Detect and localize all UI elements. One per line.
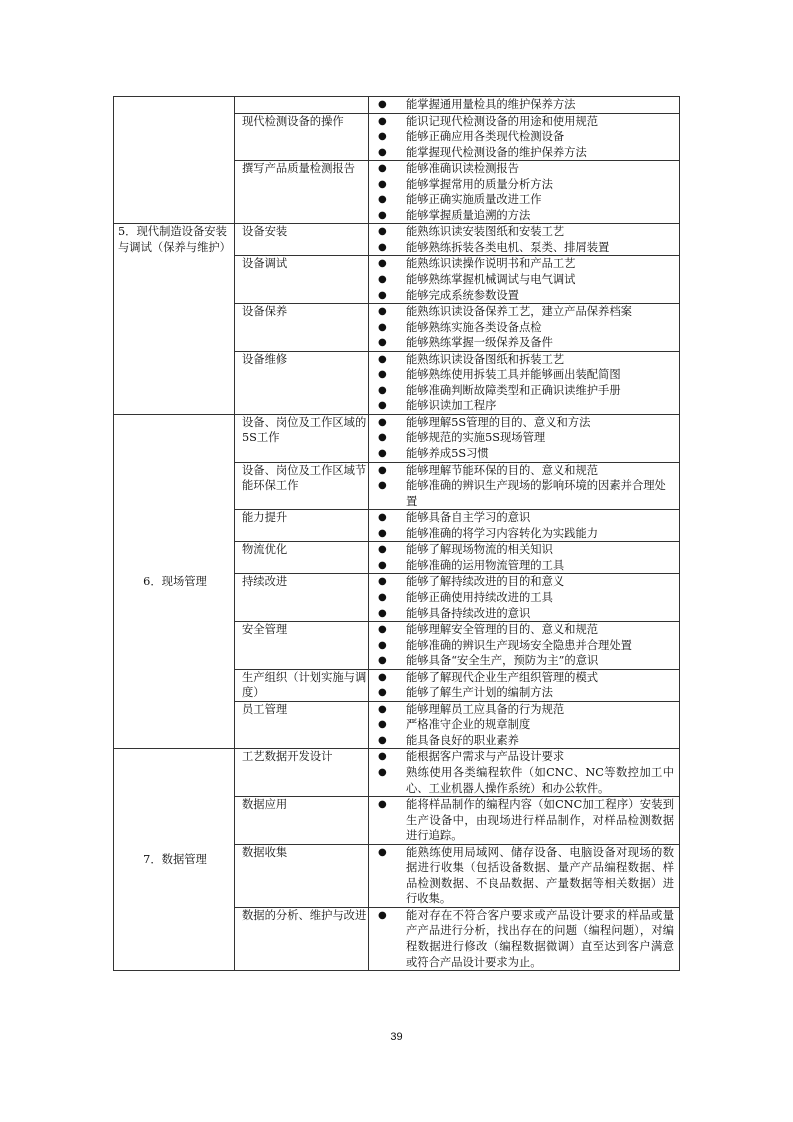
task-cell: 持续改进: [235, 574, 369, 622]
requirements-cell: [369, 701, 680, 749]
requirement-item: ● 能够熟练掌握机械调试与电气调试: [369, 272, 674, 288]
requirement-list: [369, 908, 674, 970]
requirement-item: ● 能够理解安全管理的目的、意义和规范: [369, 622, 674, 638]
competency-table: [113, 96, 680, 971]
requirement-item: ● 能够准确的将学习内容转化为实践能力: [369, 526, 674, 542]
table-row: [114, 749, 680, 797]
task-cell: 撰写产品质量检测报告: [235, 161, 369, 224]
requirement-item: ● 严格准守企业的规章制度: [369, 717, 674, 733]
task-cell: 现代检测设备的操作: [235, 113, 369, 161]
requirement-list: [369, 510, 674, 541]
requirements-cell: [369, 510, 680, 542]
requirement-list: [369, 161, 674, 223]
requirement-list: [369, 415, 674, 462]
requirement-list: [369, 114, 674, 161]
requirement-item: ● 能够熟练拆装各类电机、泵类、排屑装置: [369, 240, 674, 256]
requirement-item: ● 能够准确的运用物流管理的工具: [369, 558, 674, 574]
requirement-item: ● 能够准确的辨识生产现场安全隐患并合理处置: [369, 638, 674, 654]
task-cell: 设备保养: [235, 304, 369, 352]
requirement-item: ● 能掌握通用量检具的维护保养方法: [369, 97, 674, 113]
requirements-cell: [369, 844, 680, 907]
requirement-list: [369, 97, 674, 113]
requirement-item: ● 能够熟练实施各类设备点检: [369, 320, 674, 336]
requirements-cell: [369, 542, 680, 574]
requirement-item: ● 能够掌握常用的质量分析方法: [369, 177, 674, 193]
requirement-item: ● 能将样品制作的编程内容（如CNC加工程序）安装到生产设备中，由现场进行样品制作，对样品检测数据进行追踪。: [369, 797, 674, 844]
task-cell: 数据收集: [235, 844, 369, 907]
requirement-item: ● 能够了解生产计划的编制方法: [369, 685, 674, 701]
requirements-cell: [369, 622, 680, 670]
requirements-cell: [369, 907, 680, 970]
requirements-cell: [369, 462, 680, 510]
requirement-item: ● 能够了解现场物流的相关知识: [369, 542, 674, 558]
requirement-item: ● 能够正确实施质量改进工作: [369, 192, 674, 208]
requirement-list: [369, 304, 674, 351]
requirement-item: ● 能对存在不符合客户要求或产品设计要求的样品或量产产品进行分析，找出存在的问题（编程问题），对编程数据进行修改（编程数据微调）直至达到客户满意或符合产品设计要求为止。: [369, 908, 674, 970]
requirements-cell: [369, 797, 680, 845]
requirement-item: ● 能够正确使用持续改进的工具: [369, 590, 674, 606]
requirement-item: ● 能掌握现代检测设备的维护保养方法: [369, 145, 674, 161]
task-cell: 设备、岗位及工作区域节能环保工作: [235, 462, 369, 510]
requirement-item: ● 能够熟练掌握一级保养及备件: [369, 335, 674, 351]
requirement-item: ● 能够掌握质量追溯的方法: [369, 208, 674, 224]
requirement-item: ● 能熟练识读设备图纸和拆装工艺: [369, 352, 674, 368]
task-cell: 能力提升: [235, 510, 369, 542]
requirement-item: ● 熟练使用各类编程软件（如CNC、NC等数控加工中心、工业机器人操作系统）和办公软件。: [369, 765, 674, 796]
task-cell: 数据的分析、维护与改进: [235, 907, 369, 970]
task-cell: 设备安装: [235, 224, 369, 256]
requirement-item: ● 能够具备持续改进的意识: [369, 606, 674, 622]
requirement-list: [369, 463, 674, 510]
requirements-cell: [369, 669, 680, 701]
task-cell: 设备维修: [235, 351, 369, 414]
requirement-list: [369, 845, 674, 907]
requirement-list: [369, 702, 674, 749]
task-cell: 物流优化: [235, 542, 369, 574]
requirements-cell: [369, 749, 680, 797]
requirement-item: ● 能够准确判断故障类型和正确识读维护手册: [369, 383, 674, 399]
requirement-item: ● 能够具备自主学习的意识: [369, 510, 674, 526]
task-cell: 设备调试: [235, 256, 369, 304]
task-cell: [235, 97, 369, 114]
category-cell: 7．数据管理: [114, 749, 235, 971]
table-row: [114, 224, 680, 256]
requirement-list: [369, 352, 674, 414]
requirement-item: ● 能够养成5S习惯: [369, 446, 674, 462]
requirement-item: ● 能熟练识读安装图纸和安装工艺: [369, 224, 674, 240]
requirements-cell: [369, 304, 680, 352]
page-number: 39: [390, 1031, 403, 1043]
requirement-item: ● 能具备良好的职业素养: [369, 733, 674, 749]
category-cell: 5．现代制造设备安装与调试（保养与维护）: [114, 224, 235, 415]
requirement-item: ● 能够熟练使用拆装工具并能够画出装配简图: [369, 367, 674, 383]
requirement-list: [369, 749, 674, 796]
requirements-cell: [369, 574, 680, 622]
requirement-item: ● 能够识读加工程序: [369, 398, 674, 414]
requirement-list: [369, 224, 674, 255]
requirement-item: ● 能够了解持续改进的目的和意义: [369, 574, 674, 590]
table-row: [114, 414, 680, 462]
requirements-cell: [369, 414, 680, 462]
task-cell: 安全管理: [235, 622, 369, 670]
task-cell: 工艺数据开发设计: [235, 749, 369, 797]
task-cell: 员工管理: [235, 701, 369, 749]
requirement-item: ● 能够理解5S管理的目的、意义和方法: [369, 415, 674, 431]
requirement-item: ● 能根据客户需求与产品设计要求: [369, 749, 674, 765]
requirements-cell: [369, 97, 680, 114]
requirement-list: [369, 797, 674, 844]
requirement-item: ● 能熟练使用局域网、储存设备、电脑设备对现场的数据进行收集（包括设备数据、量产产品编程数据、样品检测数据、不良品数据、产量数据等相关数据）进行收集。: [369, 845, 674, 907]
requirement-item: ● 能够规范的实施5S现场管理: [369, 430, 674, 446]
requirement-list: [369, 542, 674, 573]
requirements-cell: [369, 224, 680, 256]
requirement-item: ● 能够完成系统参数设置: [369, 288, 674, 304]
requirements-cell: [369, 256, 680, 304]
requirement-list: [369, 574, 674, 621]
requirement-item: ● 能识记现代检测设备的用途和使用规范: [369, 114, 674, 130]
task-cell: 数据应用: [235, 797, 369, 845]
category-cell: 6．现场管理: [114, 414, 235, 748]
requirement-item: ● 能够理解节能环保的目的、意义和规范: [369, 463, 674, 479]
requirement-list: [369, 256, 674, 303]
requirements-cell: [369, 161, 680, 224]
task-cell: 设备、岗位及工作区域的5S工作: [235, 414, 369, 462]
requirements-cell: [369, 351, 680, 414]
task-cell: 生产组织（计划实施与调度）: [235, 669, 369, 701]
requirement-item: ● 能够具备“安全生产，预防为主”的意识: [369, 653, 674, 669]
table-row: [114, 97, 680, 114]
requirements-cell: [369, 113, 680, 161]
requirement-item: ● 能熟练识读操作说明书和产品工艺: [369, 256, 674, 272]
requirement-item: ● 能够正确应用各类现代检测设备: [369, 129, 674, 145]
requirement-item: ● 能够准确识读检测报告: [369, 161, 674, 177]
requirement-list: [369, 622, 674, 669]
requirement-item: ● 能够准确的辨识生产现场的影响环境的因素并合理处置: [369, 478, 674, 509]
category-cell: [114, 97, 235, 224]
requirement-list: [369, 670, 674, 701]
requirement-item: ● 能够了解现代企业生产组织管理的模式: [369, 670, 674, 686]
requirement-item: ● 能熟练识读设备保养工艺，建立产品保养档案: [369, 304, 674, 320]
requirement-item: ● 能够理解员工应具备的行为规范: [369, 702, 674, 718]
